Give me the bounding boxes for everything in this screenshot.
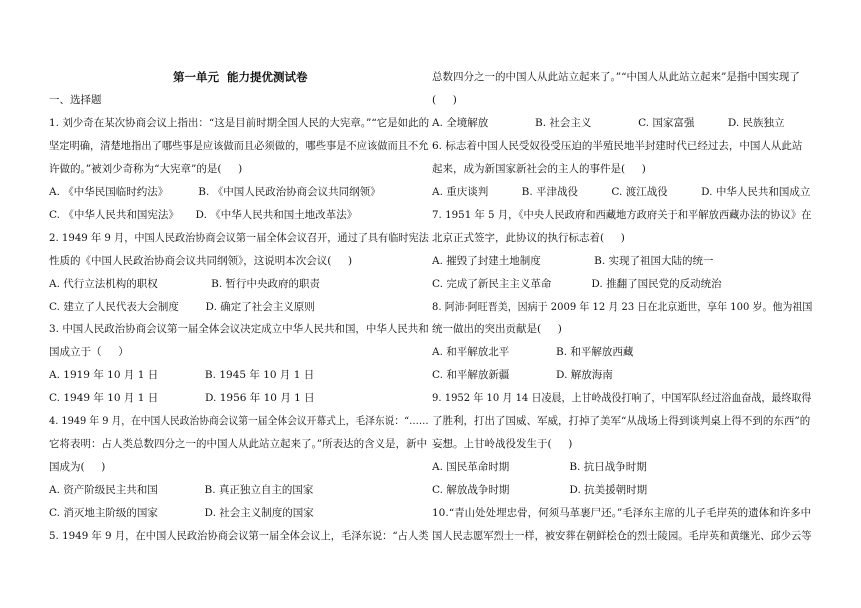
right-line: C. 解放战争时期 D. 抗美援朝时期 xyxy=(432,484,648,496)
page-title: 第一单元 能力提优测试卷 xyxy=(173,70,308,84)
left-line: 坚定明确，清楚地指出了哪些事是应该做而且必须做的，哪些事是不应该做而且不允 xyxy=(49,140,429,152)
section-heading: 一、选择题 xyxy=(49,94,102,106)
left-line: C. 《中华人民共和国宪法》 D. 《中华人民共和国土地改革法》 xyxy=(49,209,358,221)
left-line: 性质的《中国人民政治协商会议共同纲领》，这说明本次会议( ) xyxy=(49,255,353,267)
left-line: 许做的。”被刘少奇称为“大宪章”的是( ) xyxy=(49,163,243,175)
right-line: 总数四分之一的中国人从此站立起来了。”“中国人从此站立起来”是指中国实现了 xyxy=(432,71,800,83)
left-line: 国成立于（ ） xyxy=(49,346,129,358)
left-line: 2. 1949 年 9 月，中国人民政治协商会议第一届全体会议召开，通过了具有临时宪法 xyxy=(49,232,429,244)
right-line: C. 完成了新民主主义革命 D. 推翻了国民党的反动统治 xyxy=(432,278,722,290)
right-line: 10.“青山处处埋忠骨，何须马革裹尸还。”毛泽东主席的儿子毛岸英的遗体和许多中 xyxy=(432,507,812,519)
left-line: 它将表明：占人类总数四分之一的中国人从此站立起来了。”所表达的含义是，新中 xyxy=(49,438,428,450)
left-line: A. 资产阶级民主共和国 B. 真正独立自主的国家 xyxy=(49,484,314,496)
right-line: 9. 1952 年 10 月 14 日凌晨，上甘岭战役打响了，中国军队经过浴血奋战，最终取得 xyxy=(432,392,812,404)
right-line: A. 摧毁了封建土地制度 B. 实现了祖国大陆的统一 xyxy=(432,255,714,267)
left-line: 国成为( ) xyxy=(49,461,106,473)
right-line: 6. 标志着中国人民受奴役受压迫的半殖民地半封建时代已经过去，中国人从此站 xyxy=(432,140,803,152)
right-line: A. 全境解放 B. 社会主义 C. 国家富强 D. 民族独立 xyxy=(432,117,785,129)
left-line: A. 代行立法机构的职权 B. 暂行中央政府的职责 xyxy=(49,278,321,290)
left-line: 4. 1949 年 9 月，在中国人民政治协商会议第一届全体会议开幕式上，毛泽东说：“…… xyxy=(49,415,429,427)
right-line: A. 重庆谈判 B. 平津战役 C. 渡江战役 D. 中华人民共和国成立 xyxy=(432,186,811,198)
left-line: C. 建立了人民代表大会制度 D. 确定了社会主义原则 xyxy=(49,301,315,313)
left-line: A. 1919 年 10 月 1 日 B. 1945 年 10 月 1 日 xyxy=(49,369,315,381)
left-line: A. 《中华民国临时约法》 B. 《中国人民政治协商会议共同纲领》 xyxy=(49,186,381,198)
left-line: C. 消灭地主阶级的国家 D. 社会主义制度的国家 xyxy=(49,507,314,519)
left-line: 3. 中国人民政治协商会议第一届全体会议决定成立中华人民共和国，中华人民共和 xyxy=(49,323,429,335)
right-line: ( ) xyxy=(432,94,457,106)
right-line: 统一做出的突出贡献是( ) xyxy=(432,323,562,335)
right-line: A. 国民革命时期 B. 抗日战争时期 xyxy=(432,461,647,473)
right-line: 7. 1951 年 5 月，《中央人民政府和西藏地方政府关于和平解放西藏办法的协议》在 xyxy=(432,209,812,221)
left-line: 5. 1949 年 9 月，在中国人民政治协商会议第一届全体会议上，毛泽东说：“占人类 xyxy=(49,530,429,542)
right-line: 8. 阿沛·阿旺晋美，因病于 2009 年 12 月 23 日在北京逝世，享年 100 岁。他为祖国 xyxy=(432,301,813,313)
right-line: C. 和平解放新疆 D. 解放海南 xyxy=(432,369,613,381)
right-line: 了胜利，打出了国威、军威，打掉了美军“从战场上得到谈判桌上得不到的东西”的 xyxy=(432,415,811,427)
left-line: C. 1949 年 10 月 1 日 D. 1956 年 10 月 1 日 xyxy=(49,392,315,404)
right-line: 妄想。上甘岭战役发生于( ) xyxy=(432,438,573,450)
left-line: 1. 刘少奇在某次协商会议上指出：“这是目前时期全国人民的大宪章。”“它是如此的 xyxy=(49,117,430,129)
right-line: 北京正式签字，此协议的执行标志着( ) xyxy=(432,232,625,244)
right-line: 起来，成为新国家新社会的主人的事件是( ) xyxy=(432,163,646,175)
right-line: A. 和平解放北平 B. 和平解放西藏 xyxy=(432,346,634,358)
right-line: 国人民志愿军烈士一样，被安葬在朝鲜桧仓的烈士陵园。毛岸英和黄继光、邱少云等 xyxy=(432,530,812,542)
